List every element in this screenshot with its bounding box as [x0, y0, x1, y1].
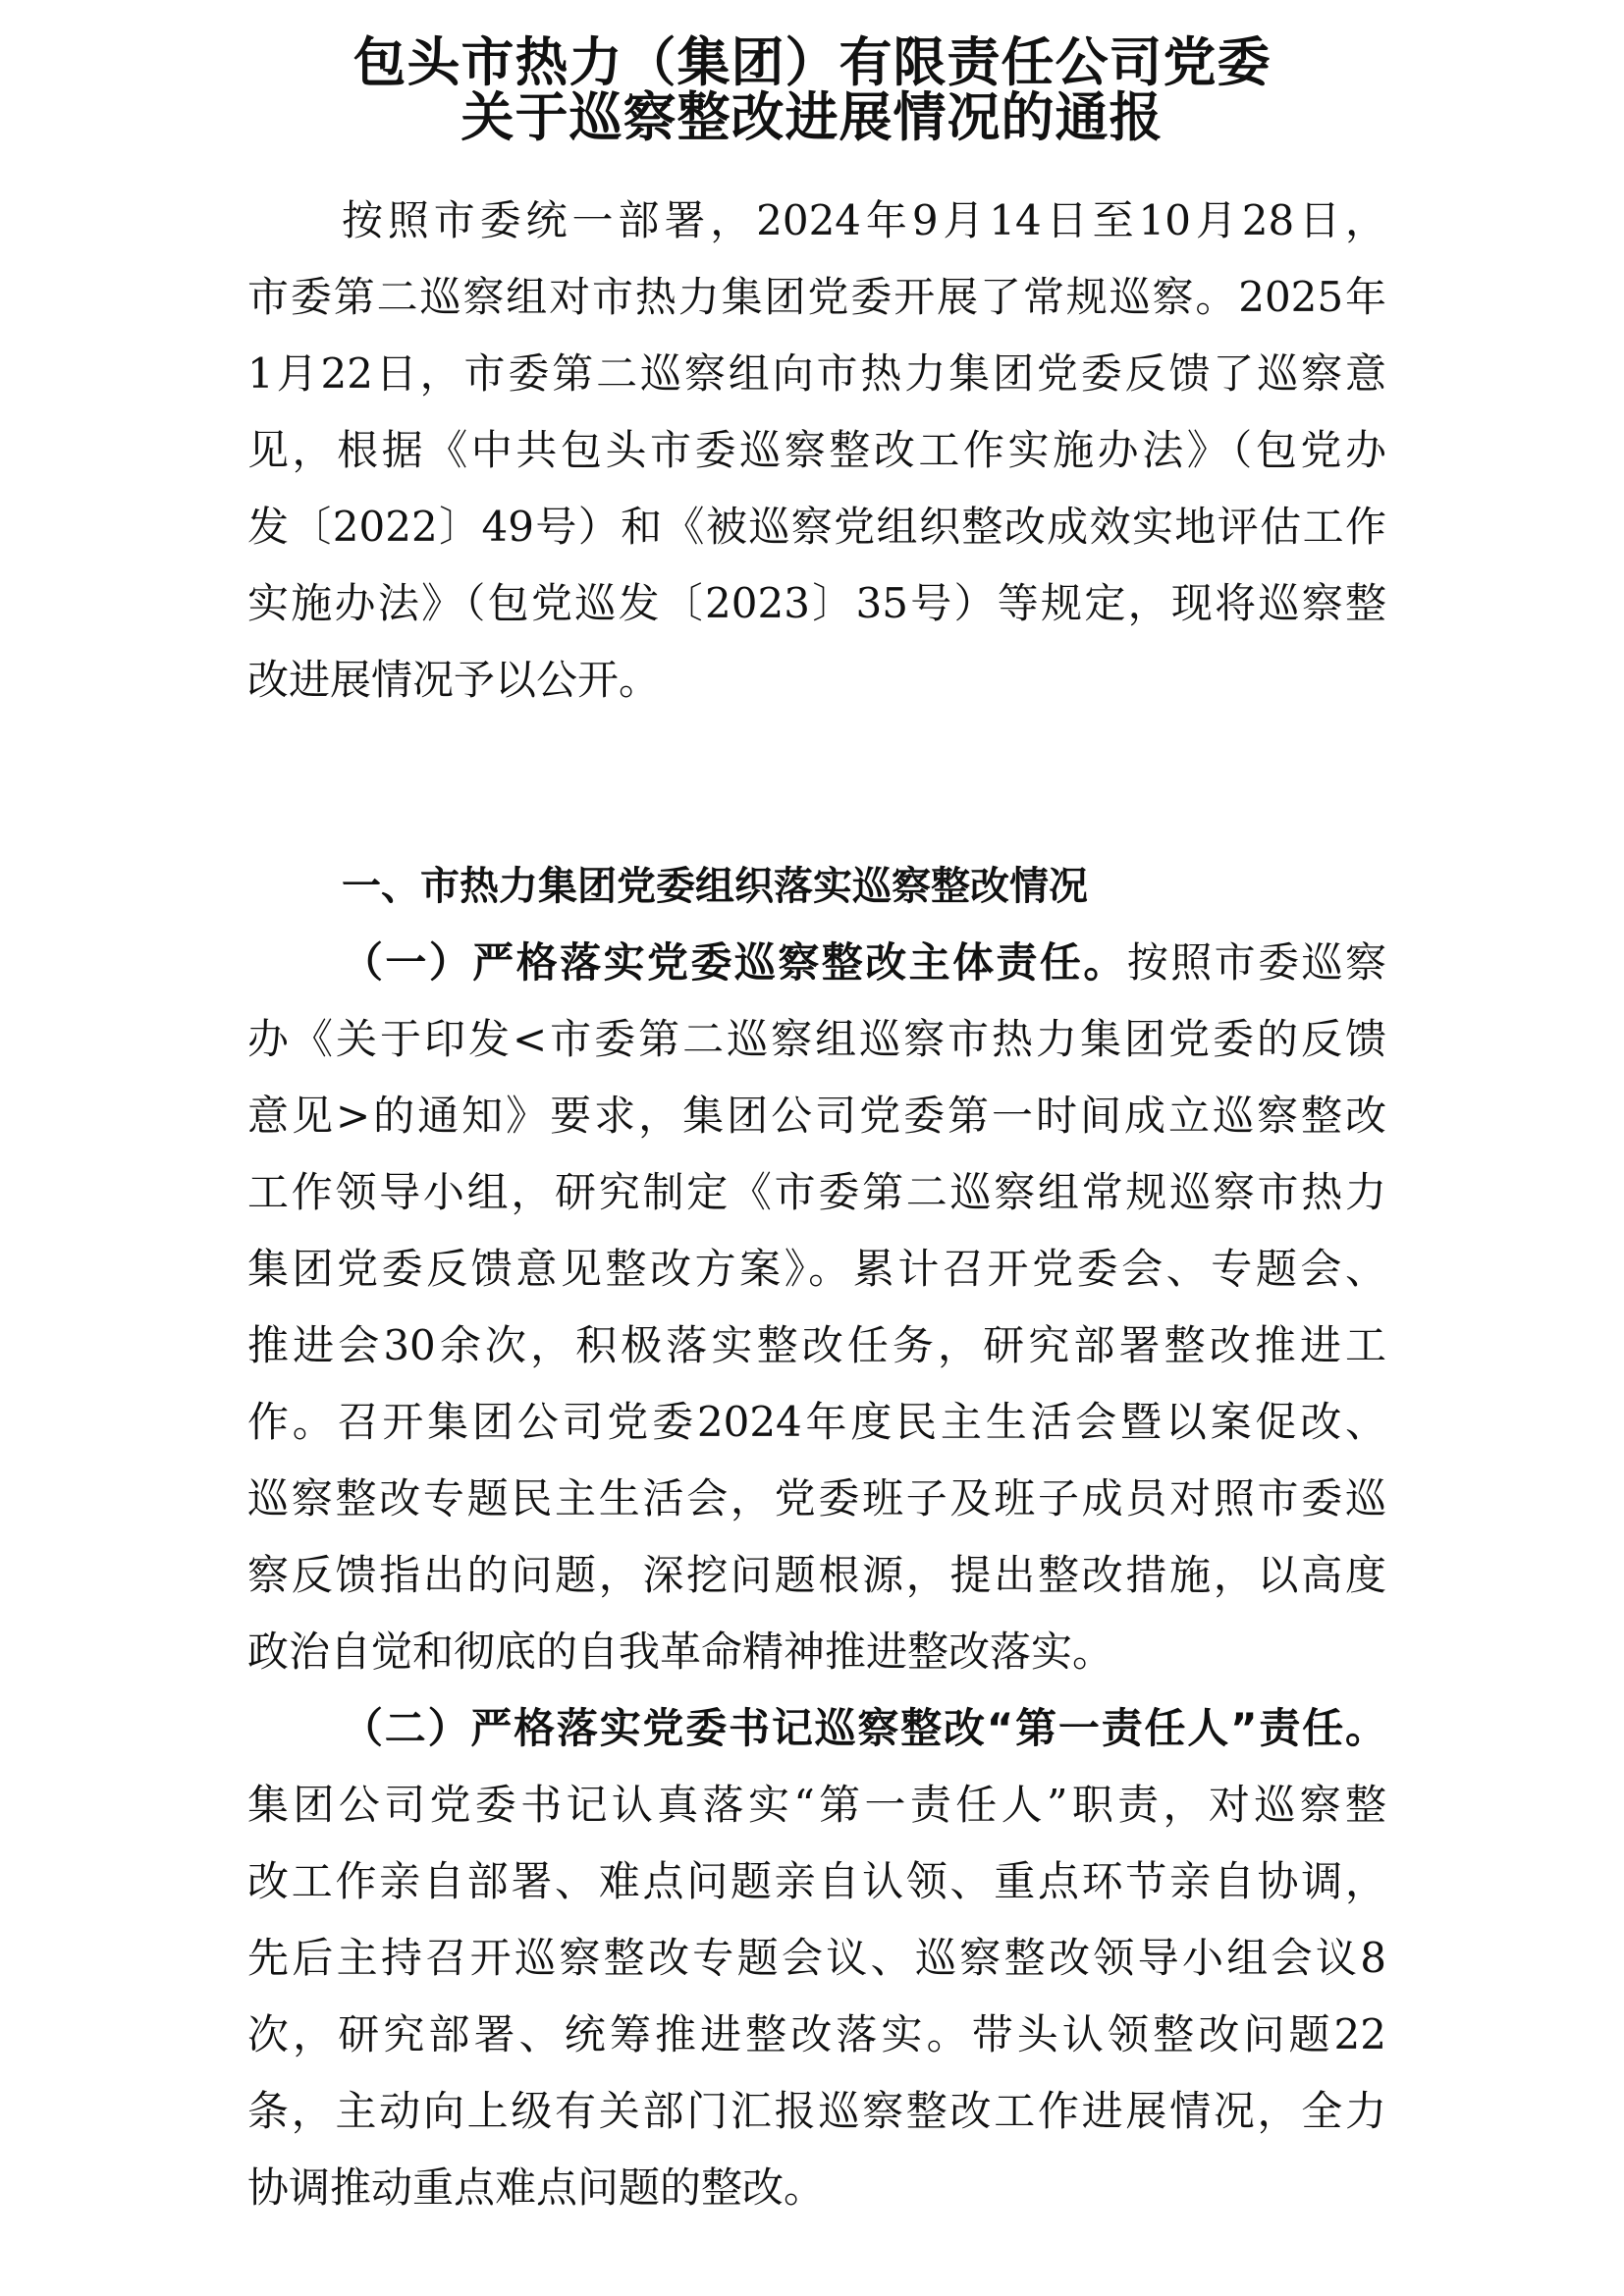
paragraph-text: 按照市委巡察 — [1126, 938, 1386, 987]
paragraph-line: 市委第二巡察组对市热力集团党委开展了常规巡察。2025年 — [247, 273, 1386, 321]
paragraph-line: 集团公司党委书记认真落实“第一责任人”职责，对巡察整 — [247, 1781, 1386, 1829]
paragraph-line: 工作领导小组，研究制定《市委第二巡察组常规巡察市热力 — [247, 1168, 1386, 1216]
section-heading-1: 一、市热力集团党委组织落实巡察整改情况 — [342, 864, 1088, 909]
subsection-heading-2: （二）严格落实党委书记巡察整改“第一责任人”责任。 — [342, 1704, 1386, 1752]
paragraph-line: 办《关于印发<市委第二巡察组巡察市热力集团党委的反馈 — [247, 1015, 1386, 1063]
paragraph-line: 1月22日，市委第二巡察组向市热力集团党委反馈了巡察意 — [247, 349, 1386, 398]
paragraph-line: 推进会30余次，积极落实整改任务，研究部署整改推进工 — [247, 1321, 1386, 1369]
paragraph-line: 意见>的通知》要求，集团公司党委第一时间成立巡察整改 — [247, 1092, 1386, 1140]
paragraph-line: 改进展情况予以公开。 — [247, 656, 661, 704]
paragraph-line: 改工作亲自部署、难点问题亲自认领、重点环节亲自协调， — [247, 1857, 1386, 1905]
paragraph-line: 见，根据《中共包头市委巡察整改工作实施办法》（包党办 — [247, 426, 1386, 474]
paragraph-line: 政治自觉和彻底的自我革命精神推进整改落实。 — [247, 1628, 1114, 1676]
subsection-heading-1: （一）严格落实党委巡察整改主体责任。 — [342, 938, 1127, 987]
paragraph-line: 巡察整改专题民主生活会，党委班子及班子成员对照市委巡 — [247, 1474, 1386, 1522]
paragraph-line: 察反馈指出的问题，深挖问题根源，提出整改措施，以高度 — [247, 1551, 1386, 1599]
paragraph-line: 协调推动重点难点问题的整改。 — [247, 2163, 826, 2212]
paragraph-line: 发〔2022〕49号）和《被巡察党组织整改成效实地评估工作 — [247, 503, 1386, 551]
paragraph-line: 次，研究部署、统筹推进整改落实。带头认领整改问题22 — [247, 2010, 1386, 2058]
paragraph-line: 先后主持召开巡察整改专题会议、巡察整改领导小组会议8 — [247, 1934, 1386, 1982]
paragraph-line: 条，主动向上级有关部门汇报巡察整改工作进展情况，全力 — [247, 2087, 1386, 2135]
paragraph-line: 按照市委统一部署，2024年9月14日至10月28日， — [342, 196, 1386, 244]
paragraph-line: 实施办法》（包党巡发〔2023〕35号）等规定，现将巡察整 — [247, 579, 1386, 627]
paragraph-line — [342, 938, 1386, 988]
document-title-line-2: 关于巡察整改进展情况的通报 — [460, 86, 1164, 148]
paragraph-line: 作。召开集团公司党委2024年度民主生活会暨以案促改、 — [247, 1398, 1386, 1446]
paragraph-line: 集团党委反馈意见整改方案》。累计召开党委会、专题会、 — [247, 1245, 1386, 1293]
document-title-line-1: 包头市热力（集团）有限责任公司党委 — [352, 31, 1272, 93]
